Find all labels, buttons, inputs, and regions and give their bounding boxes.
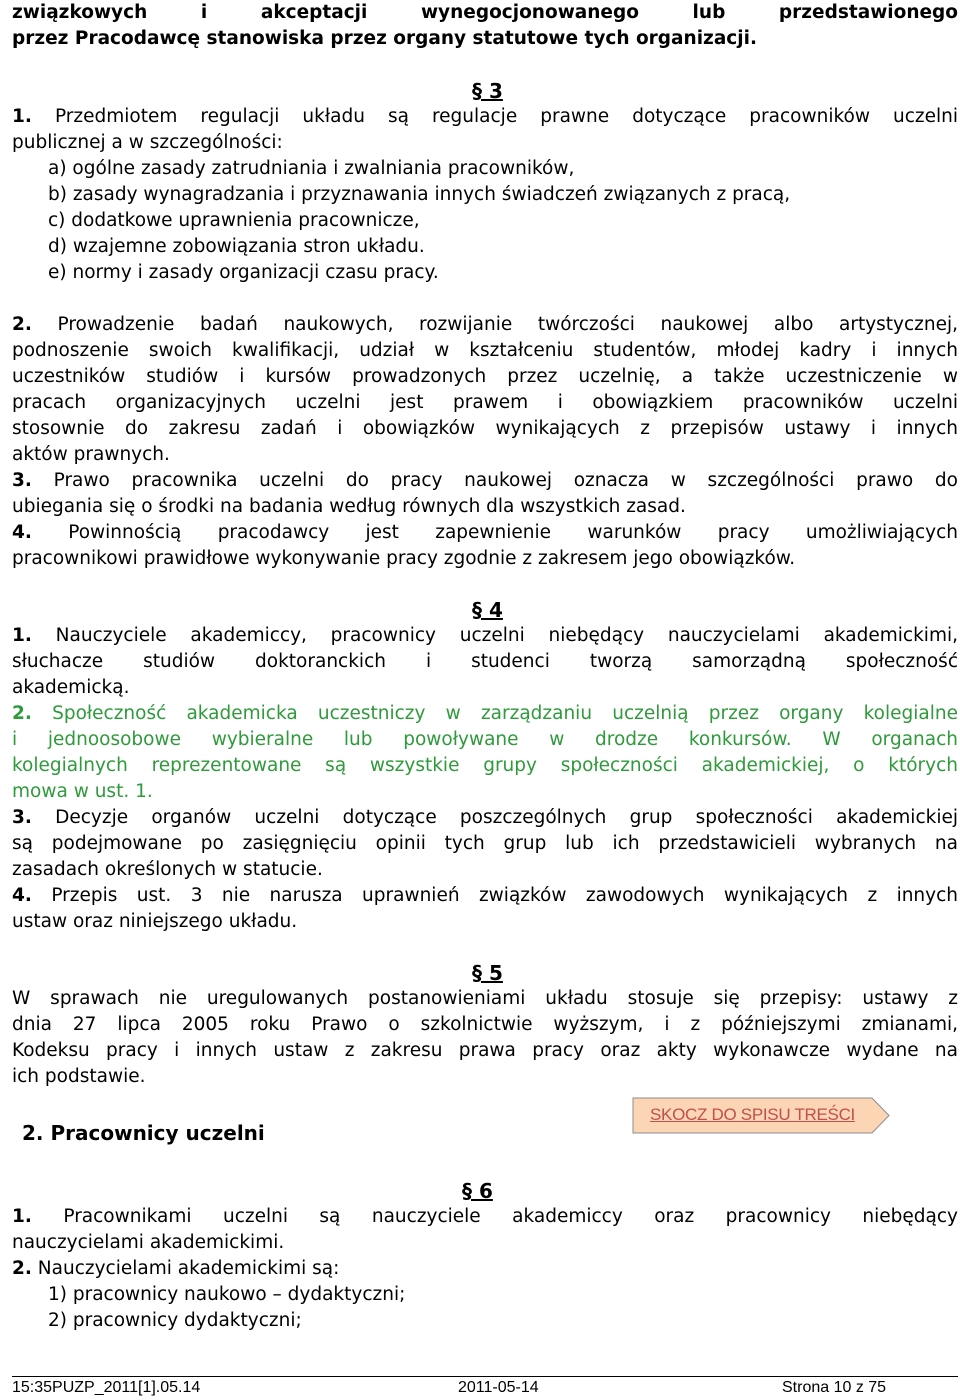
paragraph-line: aktów prawnych. [12,444,170,465]
text-line: związkowych i akceptacji wynegocjonowanego lub przedstawionego [12,2,958,23]
paragraph-line: Kodeksu pracy i innych ustaw z zakresu prawa pracy oraz akty wykonawcze wydane na [12,1040,958,1061]
footer-date: 2011-05-14 [458,1379,539,1396]
paragraph-line: 4. Powinnością pracodawcy jest zapewnienie warunków pracy umożliwiających [12,522,958,543]
paragraph-line: 3. Prawo pracownika uczelni do pracy naukowej oznacza w szczególności prawo do [12,470,958,491]
section-heading-4: § 4 [472,598,503,622]
paragraph-line: 2. Nauczycielami akademickimi są: [12,1258,340,1279]
paragraph-line: słuchacze studiów doktoranckich i studenci tworzą samorządną społeczność [12,651,958,672]
paragraph-line: 1. Przedmiotem regulacji układu są regulacje prawne dotyczące pracowników uczelni [12,106,958,127]
chapter-heading: 2. Pracownicy uczelni [22,1121,265,1145]
paragraph-line: nauczycielami akademickimi. [12,1232,285,1253]
paragraph-line: zasadach określonych w statucie. [12,859,323,880]
paragraph-line: kolegialnych reprezentowane są wszystkie grupy społeczności akademickiej, o których [12,755,958,776]
section-heading-3: § 3 [472,79,503,103]
paragraph-line: 1. Pracownikami uczelni są nauczyciele akademiccy oraz pracownicy niebędący [12,1206,958,1227]
paragraph-line: stosownie do zakresu zadań i obowiązków wynikających z przepisów ustawy i innych [12,418,958,439]
skip-to-contents-label: SKOCZ DO SPISU TREŚCI [650,1105,855,1124]
paragraph-line: mowa w ust. 1. [12,781,153,802]
list-item: d) wzajemne zobowiązania stron układu. [48,236,425,257]
paragraph-line: są podejmowane po zasięgnięciu opinii tych grup lub ich przedstawicieli wybranych na [12,833,958,854]
paragraph-line: dnia 27 lipca 2005 roku Prawo o szkolnictwie wyższym, i z późniejszymi zmianami, [12,1014,958,1035]
paragraph-line: 2. Społeczność akademicka uczestniczy w zarządzaniu uczelnią przez organy kolegialne [12,703,958,724]
paragraph-line: 3. Decyzje organów uczelni dotyczące poszczególnych grup społeczności akademickiej [12,807,958,828]
paragraph-line: akademicką. [12,677,130,698]
paragraph-line: 4. Przepis ust. 3 nie narusza uprawnień związków zawodowych wynikających z innych [12,885,958,906]
skip-to-contents-button[interactable] [632,1097,890,1134]
text-line: przez Pracodawcę stanowiska przez organy statutowe tych organizacji. [12,28,757,49]
paragraph-line: publicznej a w szczególności: [12,132,283,153]
paragraph-line: i jednoosobowe wybieralne lub powoływane w drodze konkursów. W organach [12,729,958,750]
paragraph-line: pracach organizacyjnych uczelni jest prawem i obowiązkiem pracowników uczelni [12,392,958,413]
paragraph-line: ustaw oraz niniejszego układu. [12,911,298,932]
list-item: b) zasady wynagradzania i przyznawania innych świadczeń związanych z pracą, [48,184,791,205]
list-item: 1) pracownicy naukowo – dydaktyczni; [48,1284,406,1305]
list-item: a) ogólne zasady zatrudniania i zwalniania pracowników, [48,158,575,179]
section-heading-6: § 6 [462,1179,493,1203]
list-item: c) dodatkowe uprawnienia pracownicze, [48,210,420,231]
paragraph-line: pracownikowi prawidłowe wykonywanie pracy zgodnie z zakresem jego obowiązków. [12,548,796,569]
paragraph-line: podnoszenie swoich kwalifikacji, udział w kształceniu studentów, młodej kadry i innych [12,340,958,361]
paragraph-line: ubiegania się o środki na badania według równych dla wszystkich zasad. [12,496,686,517]
list-item: 2) pracownicy dydaktyczni; [48,1310,302,1331]
paragraph-line: 2. Prowadzenie badań naukowych, rozwijanie twórczości naukowej albo artystycznej, [12,314,958,335]
footer-filename: 15:35PUZP_2011[1].05.14 [12,1379,201,1396]
paragraph-line: uczestników studiów i kursów prowadzonych przez uczelnię, a także uczestniczenie w [12,366,958,387]
footer-page-number: Strona 10 z 75 [782,1379,887,1396]
section-heading-5: § 5 [472,961,503,985]
paragraph-line: W sprawach nie uregulowanych postanowieniami układu stosuje się przepisy: ustawy z [12,988,958,1009]
list-item: e) normy i zasady organizacji czasu pracy. [48,262,439,283]
paragraph-line: ich podstawie. [12,1066,146,1087]
paragraph-line: 1. Nauczyciele akademiccy, pracownicy uczelni niebędący nauczycielami akademickimi, [12,625,958,646]
footer-rule [12,1376,958,1377]
